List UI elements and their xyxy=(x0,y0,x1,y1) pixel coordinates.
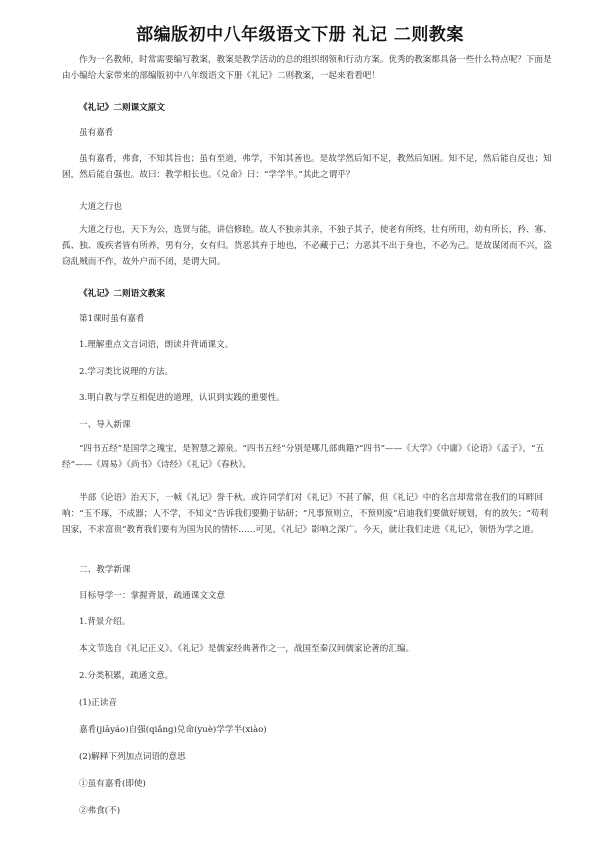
explain-item-2: ②弗食(不) xyxy=(79,806,121,816)
accumulate-title: 2.分类积累，疏通文意。 xyxy=(79,671,174,681)
background-body: 本文节选自《礼记正义》。《礼记》是儒家经典著作之一，战国至秦汉间儒家论著的汇编。 xyxy=(79,644,415,654)
part1-title: 一、导入新课 xyxy=(79,420,131,430)
text1-body: 虽有嘉肴，弗食，不知其旨也；虽有至道，弗学，不知其善也。是故学然后知不足，教然后知困。知不足，然后能自反也；知困，然后能自强也。故曰：教学相长也。《兑命》曰：“学学半。”其此之谓乎？ xyxy=(62,154,552,180)
goal-3: 3.明白教与学互相促进的道理，认识到实践的重要性。 xyxy=(79,393,285,403)
text1-title: 虽有嘉肴 xyxy=(79,128,114,138)
explain-item-1: ①虽有嘉肴(即使) xyxy=(79,779,146,789)
goal-2: 2.学习类比说理的方法。 xyxy=(79,367,174,377)
text2-title: 大道之行也 xyxy=(79,202,122,212)
intro-paragraph: 作为一名教师，时常需要编写教案，教案是教学活动的总的组织纲领和行动方案。优秀的教案都具备一些什么特点呢？下面是由小编给大家带来的部编版初中八年级语文下册《礼记》二则教案，一起来看看吧！ xyxy=(62,55,552,81)
target-1: 目标导学一：掌握背景，疏通课文文意 xyxy=(79,591,226,601)
original-heading: 《礼记》二则课文原文 xyxy=(79,103,165,113)
text2-body: 大道之行也，天下为公，选贤与能，讲信修睦。故人不独亲其亲，不独子其子，使老有所终，壮有所用，幼有所长，矜、寡、孤、独、废疾者皆有所养，男有分，女有归。货恶其弃于地也，不必藏于己；力恶其不出于身也，不必为己。是故谋闭而不兴，盗窃乱贼而不作，故外户而不闭，是谓大同。 xyxy=(62,225,552,267)
explain-title: (2)解释下列加点词语的意思 xyxy=(79,752,186,762)
plan-heading: 《礼记》二则语文教案 xyxy=(79,289,165,299)
pronunciation-title: (1)正读音 xyxy=(79,698,117,708)
background-title: 1.背景介绍。 xyxy=(79,617,131,627)
goal-1: 1.理解重点文言词语，朗读并背诵课文。 xyxy=(79,340,234,350)
part1-paragraph-2: 半部《论语》治天下，一帧《礼记》誉千秋。或许同学们对《礼记》不甚了解，但《礼记》中的名言却常常在我们的耳畔回响：“玉不琢，不成器；人不学，不知义”告诉我们要勤于钻研；“凡事预则立，不预则废”启迪我们要做好规划，有的放矢；“苟利国家，不求富贵”教育我们要有为国为民的情怀……可见，《礼记》影响之深广。今天，就让我们走进《礼记》，领悟为学之道。 xyxy=(62,493,549,535)
lesson1-title: 第1课时虽有嘉肴 xyxy=(79,314,145,324)
page-title: 部编版初中八年级语文下册 礼记 二则教案 xyxy=(136,25,464,45)
part2-title: 二、教学新课 xyxy=(79,565,131,575)
pronunciation-body: 嘉肴(jiāyáo)自强(qiǎng)兑命(yuè)学学半(xiào) xyxy=(79,725,267,735)
part1-paragraph-1: “四书五经”是国学之瑰宝，是智慧之源泉。“四书五经”分别是哪几部典籍?“四书”——《大学》《中庸》《论语》《孟子》，“五经”——《周易》《尚书》《诗经》《礼记》《春秋》。 xyxy=(62,444,545,470)
